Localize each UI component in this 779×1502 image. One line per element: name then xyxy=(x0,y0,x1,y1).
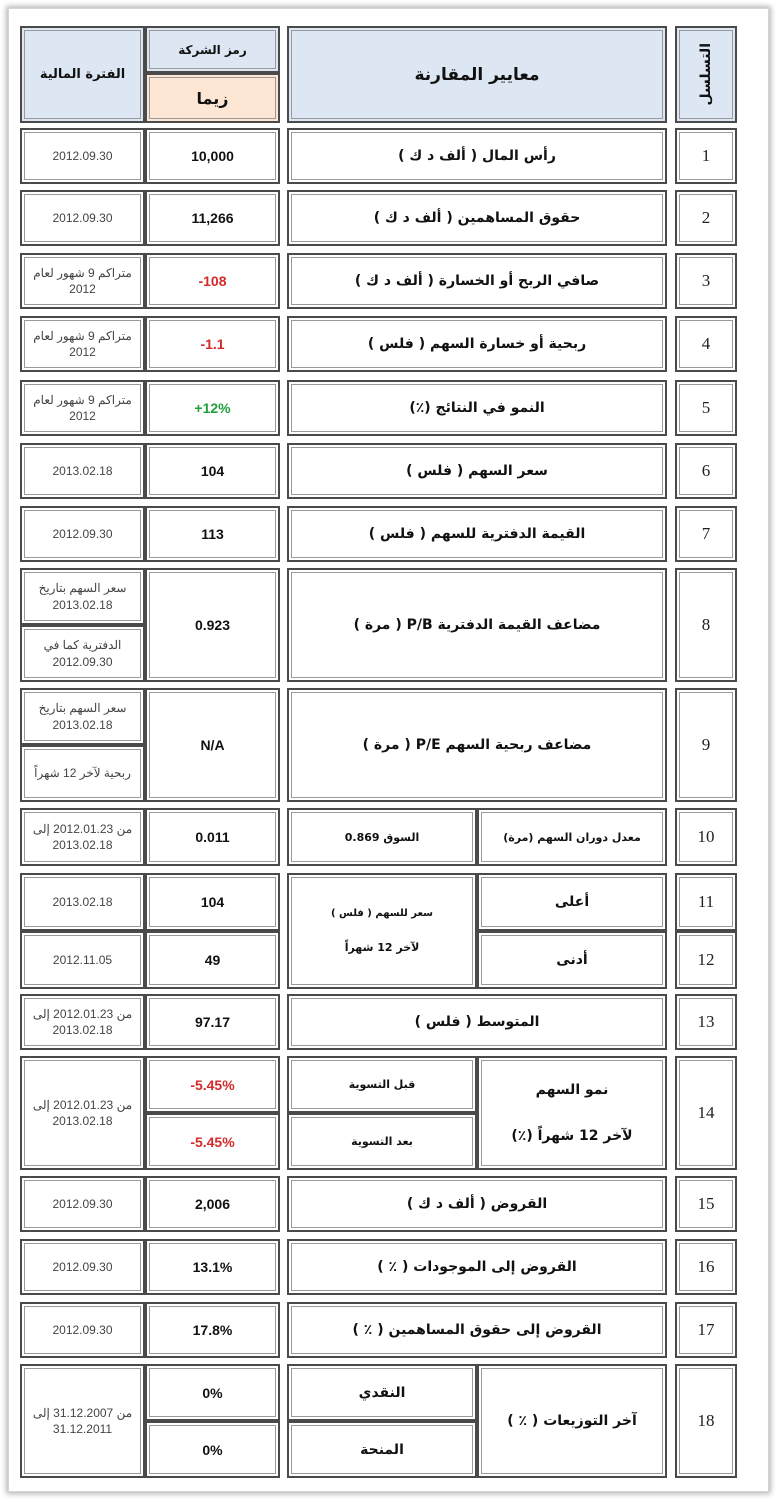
row-11-period-text: 2013.02.18 xyxy=(52,894,113,909)
row-5-period xyxy=(20,380,145,436)
row-9-period-a-text: سعر السهم بتاريخ 2013.02.18 xyxy=(38,701,127,732)
row-5-value-text: +12% xyxy=(194,400,231,416)
row-17-serial xyxy=(675,1302,737,1358)
row-6-serial-text: 6 xyxy=(701,461,711,480)
row-18-period xyxy=(20,1364,145,1478)
header-code-value: زيما xyxy=(196,88,229,108)
row-7-period xyxy=(20,506,145,562)
row-3-period-text: متراكم 9 شهور لعام 2012 xyxy=(33,265,132,296)
row-5-value xyxy=(145,380,280,436)
row-4-serial xyxy=(675,316,737,372)
row-16-period xyxy=(20,1239,145,1295)
row-15-value-text: 2,006 xyxy=(194,1196,231,1212)
row-13-criteria xyxy=(287,994,667,1050)
row-1-value xyxy=(145,128,280,184)
header-criteria xyxy=(287,26,667,123)
header-period-label: الفترة المالية xyxy=(39,67,126,82)
row-13-criteria-text: المتوسط ( فلس ) xyxy=(414,1014,540,1030)
row-11-12-group-a: سعر للسهم ( فلس ) xyxy=(331,908,433,919)
header-criteria-label: معايير المقارنة xyxy=(414,64,540,85)
row-18-criteria-text: آخر التوزيعات ( ٪ ) xyxy=(507,1413,637,1429)
row-14-sub-a-text: قبل التسوية xyxy=(348,1078,416,1091)
row-10-period-text: من 2012.01.23 إلى 2013.02.18 xyxy=(32,821,133,852)
row-4-serial-text: 4 xyxy=(701,334,711,353)
row-8-serial xyxy=(675,568,737,682)
row-6-value xyxy=(145,443,280,499)
row-11-12-group xyxy=(287,873,477,989)
row-8-value xyxy=(145,568,280,682)
row-4-criteria-text: ربحية أو خسارة السهم ( فلس ) xyxy=(367,336,587,352)
row-16-serial xyxy=(675,1239,737,1295)
row-7-serial-text: 7 xyxy=(701,524,711,543)
row-12-serial-text: 12 xyxy=(697,950,715,969)
header-serial xyxy=(675,26,737,123)
row-15-value xyxy=(145,1176,280,1232)
row-5-serial-text: 5 xyxy=(701,398,711,417)
row-14-sub-b-text: بعد التسوية xyxy=(351,1135,413,1148)
row-13-period xyxy=(20,994,145,1050)
row-14-serial xyxy=(675,1056,737,1170)
row-13-serial-text: 13 xyxy=(697,1012,715,1031)
row-17-value-text: 17.8% xyxy=(192,1322,233,1338)
row-18-serial-text: 18 xyxy=(697,1411,715,1430)
row-10-criteria-text: معدل دوران السهم (مرة) xyxy=(503,830,641,844)
row-9-period-b xyxy=(20,745,145,802)
row-3-serial-text: 3 xyxy=(701,271,711,290)
row-14-value-a-text: -5.45% xyxy=(190,1076,235,1093)
row-4-period-text: متراكم 9 شهور لعام 2012 xyxy=(33,328,132,359)
row-7-value-text: 113 xyxy=(201,526,224,542)
row-7-value xyxy=(145,506,280,562)
row-2-period-text: 2012.09.30 xyxy=(52,210,113,225)
row-1-criteria-text: رأس المال ( ألف د ك ) xyxy=(398,148,556,164)
row-5-criteria xyxy=(287,380,667,436)
row-8-serial-text: 8 xyxy=(701,615,711,634)
row-1-value-text: 10,000 xyxy=(191,148,234,164)
row-18-period-text: من 31.12.2007 إلى 31.12.2011 xyxy=(32,1405,133,1436)
row-1-serial-text: 1 xyxy=(701,146,711,165)
row-15-criteria-text: القروض ( ألف د ك ) xyxy=(406,1196,548,1212)
row-18-value-a-text: 0% xyxy=(202,1384,223,1401)
row-10-value xyxy=(145,808,280,866)
row-13-value xyxy=(145,994,280,1050)
row-3-criteria xyxy=(287,253,667,309)
row-9-value-text: N/A xyxy=(200,737,225,753)
row-1-serial xyxy=(675,128,737,184)
row-4-criteria xyxy=(287,316,667,372)
row-2-criteria-text: حقوق المساهمين ( ألف د ك ) xyxy=(373,210,581,226)
row-12-value-text: 49 xyxy=(204,952,221,968)
row-8-period-b-text: الدفترية كما في 2012.09.30 xyxy=(43,638,122,669)
row-13-period-text: من 2012.01.23 إلى 2013.02.18 xyxy=(32,1006,133,1037)
row-10-value-text: 0.011 xyxy=(195,829,230,845)
row-7-period-text: 2012.09.30 xyxy=(52,526,113,541)
row-10-period xyxy=(20,808,145,866)
row-14-value-b-text: -5.45% xyxy=(190,1133,235,1150)
row-12-period xyxy=(20,931,145,989)
row-2-serial xyxy=(675,190,737,246)
row-5-criteria-text: النمو في النتائج (٪) xyxy=(409,400,545,416)
row-16-period-text: 2012.09.30 xyxy=(52,1259,113,1274)
row-11-criteria-text: أعلى xyxy=(554,894,590,910)
row-13-value-text: 97.17 xyxy=(194,1014,231,1030)
row-14-value-a xyxy=(145,1056,280,1113)
row-9-criteria-text: مضاعف ربحية السهم P/E ( مرة ) xyxy=(362,737,592,753)
row-14-sub-a xyxy=(287,1056,477,1113)
row-6-period-text: 2013.02.18 xyxy=(52,463,113,478)
row-3-value xyxy=(145,253,280,309)
row-14-criteria-b: لآخر 12 شهراً (٪) xyxy=(511,1128,633,1144)
row-9-serial xyxy=(675,688,737,802)
row-12-criteria-text: أدنى xyxy=(556,952,588,968)
row-2-value-text: 11,266 xyxy=(191,210,234,226)
row-3-value-text: -108 xyxy=(198,273,227,289)
row-14-criteria-a: نمو السهم xyxy=(535,1082,609,1098)
row-14-criteria xyxy=(477,1056,667,1170)
row-10-criteria xyxy=(477,808,667,866)
row-12-serial xyxy=(675,931,737,989)
row-14-period-text: من 2012.01.23 إلى 2013.02.18 xyxy=(32,1097,133,1128)
row-17-period-text: 2012.09.30 xyxy=(52,1322,113,1337)
row-3-criteria-text: صافي الربح أو الخسارة ( ألف د ك ) xyxy=(354,273,600,289)
row-10-serial-text: 10 xyxy=(697,827,715,846)
row-8-period-a-text: سعر السهم بتاريخ 2013.02.18 xyxy=(38,581,127,612)
row-18-sub-b-text: المنحة xyxy=(360,1441,404,1458)
row-17-criteria-text: القروض إلى حقوق المساهمين ( ٪ ) xyxy=(352,1322,602,1338)
row-3-serial xyxy=(675,253,737,309)
row-11-period xyxy=(20,873,145,931)
row-9-period-b-text: ربحية لآخر 12 شهراً xyxy=(34,766,131,781)
row-11-12-group-b: لآخر 12 شهراً xyxy=(344,941,420,954)
row-16-criteria-text: القروض إلى الموجودات ( ٪ ) xyxy=(377,1259,577,1275)
row-4-value xyxy=(145,316,280,372)
row-17-period xyxy=(20,1302,145,1358)
row-15-serial xyxy=(675,1176,737,1232)
row-9-value xyxy=(145,688,280,802)
row-10-market-text: السوق 0.869 xyxy=(344,830,420,844)
row-11-serial-text: 11 xyxy=(697,892,715,911)
row-14-sub-b xyxy=(287,1113,477,1170)
row-6-serial xyxy=(675,443,737,499)
row-2-value xyxy=(145,190,280,246)
row-11-value xyxy=(145,873,280,931)
row-14-period xyxy=(20,1056,145,1170)
row-16-criteria xyxy=(287,1239,667,1295)
row-15-criteria xyxy=(287,1176,667,1232)
row-1-criteria xyxy=(287,128,667,184)
row-10-serial xyxy=(675,808,737,866)
row-9-serial-text: 9 xyxy=(701,735,711,754)
row-12-period-text: 2012.11.05 xyxy=(52,952,113,967)
row-12-value xyxy=(145,931,280,989)
row-6-value-text: 104 xyxy=(200,463,225,479)
row-4-period xyxy=(20,316,145,372)
row-18-sub-a-text: النقدي xyxy=(358,1384,406,1401)
row-4-value-text: -1.1 xyxy=(200,336,225,352)
row-16-value-text: 13.1% xyxy=(192,1259,233,1275)
row-1-period xyxy=(20,128,145,184)
row-17-serial-text: 17 xyxy=(697,1320,715,1339)
row-16-value xyxy=(145,1239,280,1295)
row-15-period-text: 2012.09.30 xyxy=(52,1196,113,1211)
row-14-serial-text: 14 xyxy=(697,1103,715,1122)
row-8-value-text: 0.923 xyxy=(194,617,231,633)
row-2-criteria xyxy=(287,190,667,246)
row-1-period-text: 2012.09.30 xyxy=(52,148,113,163)
row-12-criteria xyxy=(477,931,667,989)
row-18-sub-b xyxy=(287,1421,477,1478)
row-8-criteria-text: مضاعف القيمة الدفترية P/B ( مرة ) xyxy=(353,617,601,633)
row-2-serial-text: 2 xyxy=(701,208,711,227)
header-serial-label: التسلسل xyxy=(698,43,714,106)
row-8-period-a xyxy=(20,568,145,625)
row-6-criteria-text: سعر السهم ( فلس ) xyxy=(406,463,548,479)
row-2-period xyxy=(20,190,145,246)
header-company-code xyxy=(145,26,280,73)
row-15-serial-text: 15 xyxy=(697,1194,715,1213)
row-11-serial xyxy=(675,873,737,931)
row-18-value-b-text: 0% xyxy=(202,1441,223,1458)
row-18-value-a xyxy=(145,1364,280,1421)
row-7-serial xyxy=(675,506,737,562)
row-17-criteria xyxy=(287,1302,667,1358)
row-18-criteria xyxy=(477,1364,667,1478)
row-8-criteria xyxy=(287,568,667,682)
row-18-value-b xyxy=(145,1421,280,1478)
row-11-criteria xyxy=(477,873,667,931)
row-5-period-text: متراكم 9 شهور لعام 2012 xyxy=(33,392,132,423)
header-period xyxy=(20,26,145,123)
header-company-value xyxy=(145,73,280,123)
row-17-value xyxy=(145,1302,280,1358)
row-18-serial xyxy=(675,1364,737,1478)
row-10-market xyxy=(287,808,477,866)
row-18-sub-a xyxy=(287,1364,477,1421)
row-15-period xyxy=(20,1176,145,1232)
row-7-criteria-text: القيمة الدفترية للسهم ( فلس ) xyxy=(368,526,586,542)
row-3-period xyxy=(20,253,145,309)
row-7-criteria xyxy=(287,506,667,562)
row-11-value-text: 104 xyxy=(200,894,225,910)
row-6-period xyxy=(20,443,145,499)
row-9-criteria xyxy=(287,688,667,802)
row-6-criteria xyxy=(287,443,667,499)
row-16-serial-text: 16 xyxy=(697,1257,715,1276)
row-13-serial xyxy=(675,994,737,1050)
row-5-serial xyxy=(675,380,737,436)
row-14-value-b xyxy=(145,1113,280,1170)
row-8-period-b xyxy=(20,625,145,682)
row-9-period-a xyxy=(20,688,145,745)
header-code-label: رمز الشركة xyxy=(178,42,247,57)
